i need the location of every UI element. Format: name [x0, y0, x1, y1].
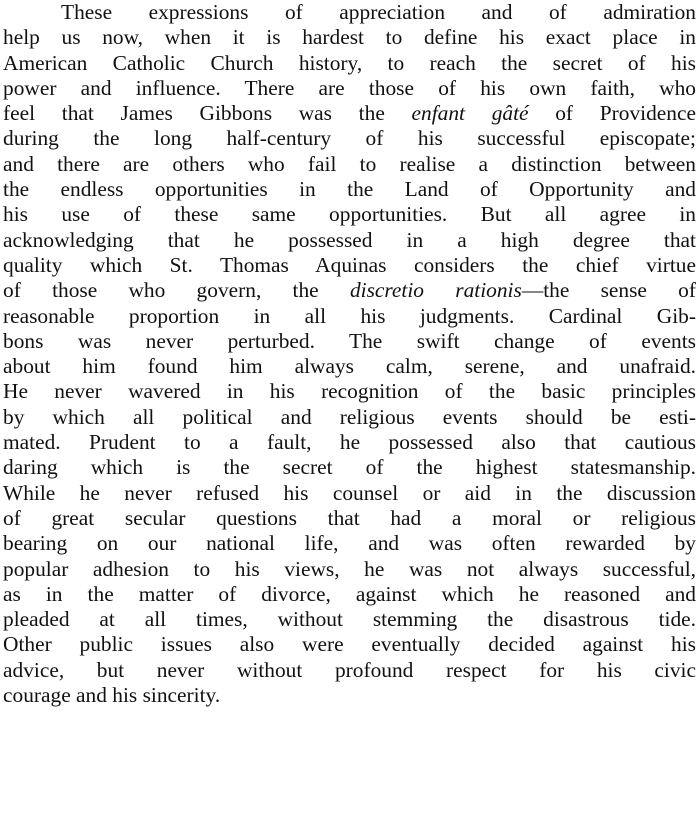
body-paragraph — [3, 0, 700, 708]
text-line: bearing on our national life, and was often rewarded by — [3, 531, 696, 556]
text-line: Other public issues also were eventually decided against his — [3, 632, 696, 657]
text-line: his use of these same opportunities. But all agree in — [3, 202, 696, 227]
text-run: —the sense of — [521, 278, 696, 303]
text-run: feel that James Gibbons was the — [3, 101, 412, 126]
text-line: He never wavered in his recognition of the basic principles — [3, 379, 696, 404]
text-run: of those who govern, the — [3, 278, 350, 303]
text-line: daring which is the secret of the highest statesmanship. — [3, 455, 696, 480]
text-run: of Providence — [528, 101, 696, 126]
text-line: American Catholic Church history, to reach the secret of his — [3, 50, 696, 75]
text-line: as in the matter of divorce, against which he reasoned and — [3, 581, 696, 606]
text-line: popular adhesion to his views, he was not always successful, — [3, 556, 696, 581]
text-line: help us now, when it is hardest to define his exact place in — [3, 25, 696, 50]
italic-phrase: discretio rationis — [349, 278, 522, 303]
text-line: quality which St. Thomas Aquinas considers the chief virtue — [3, 252, 696, 277]
text-line: power and influence. There are those of his own faith, who — [3, 75, 696, 100]
text-line: acknowledging that he possessed in a high degree that — [3, 227, 696, 252]
text-line: courage and his sincerity. — [3, 683, 221, 708]
text-line: of great secular questions that had a moral or religious — [3, 505, 696, 530]
text-line: the endless opportunities in the Land of Opportunity and — [3, 177, 696, 202]
text-line: about him found him always calm, serene, and unafraid. — [3, 354, 696, 379]
italic-phrase: enfant gâté — [411, 101, 529, 126]
text-line — [3, 101, 696, 126]
text-line — [3, 278, 696, 303]
text-line: bons was never perturbed. The swift change of events — [3, 328, 696, 353]
text-line: during the long half-century of his successful episcopate; — [3, 126, 696, 151]
text-line: While he never refused his counsel or aid in the discussion — [3, 480, 696, 505]
text-line: mated. Prudent to a fault, he possessed also that cautious — [3, 430, 696, 455]
text-line: reasonable proportion in all his judgments. Cardinal Gib- — [3, 303, 696, 328]
text-line: advice, but never without profound respect for his civic — [3, 657, 696, 682]
text-line: by which all political and religious events should be esti- — [3, 404, 696, 429]
text-line: pleaded at all times, without stemming the disastrous tide. — [3, 607, 696, 632]
text-line: and there are others who fail to realise a distinction between — [3, 151, 696, 176]
text-line: These expressions of appreciation and of admiration — [61, 0, 696, 24]
